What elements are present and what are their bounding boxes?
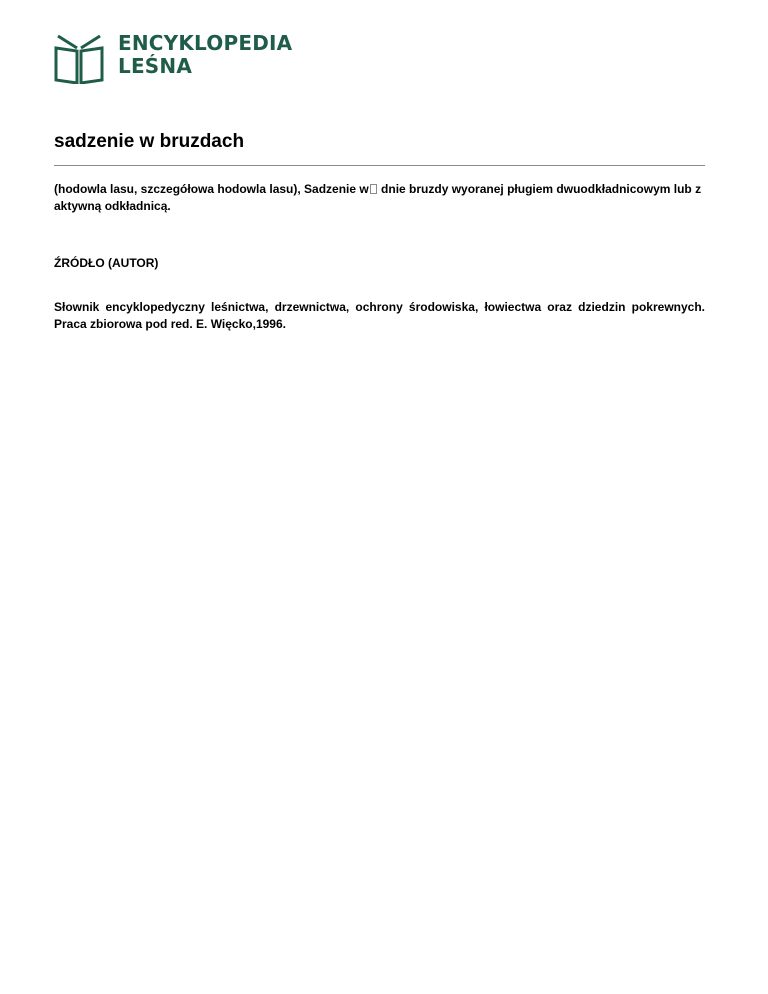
definition-text-part-2: dnie bruzdy wyoranej pługiem dwuodkładnicowym lub z aktywną odkładnicą. xyxy=(54,182,702,213)
source-heading: ŹRÓDŁO (AUTOR) xyxy=(54,256,159,270)
logo-line-1: ENCYKLOPEDIA xyxy=(118,31,293,55)
source-text: Słownik encyklopedyczny leśnictwa, drzewnictwa, ochrony środowiska, łowiectwa oraz dziedzin pokrewnych. Praca zbiorowa pod red. E. Więcko,1996. xyxy=(54,300,705,331)
title-divider xyxy=(54,165,705,166)
definition-text-part-1: (hodowla lasu, szczegółowa hodowla lasu), Sadzenie w xyxy=(54,182,369,196)
site-logo[interactable] xyxy=(54,32,292,86)
logo-wordmark xyxy=(118,32,292,78)
entry-definition xyxy=(54,181,705,215)
open-book-icon xyxy=(54,32,104,84)
entry-title: sadzenie w bruzdach xyxy=(54,131,245,152)
missing-glyph-icon xyxy=(370,184,377,194)
logo-line-2: LEŚNA xyxy=(118,54,193,78)
